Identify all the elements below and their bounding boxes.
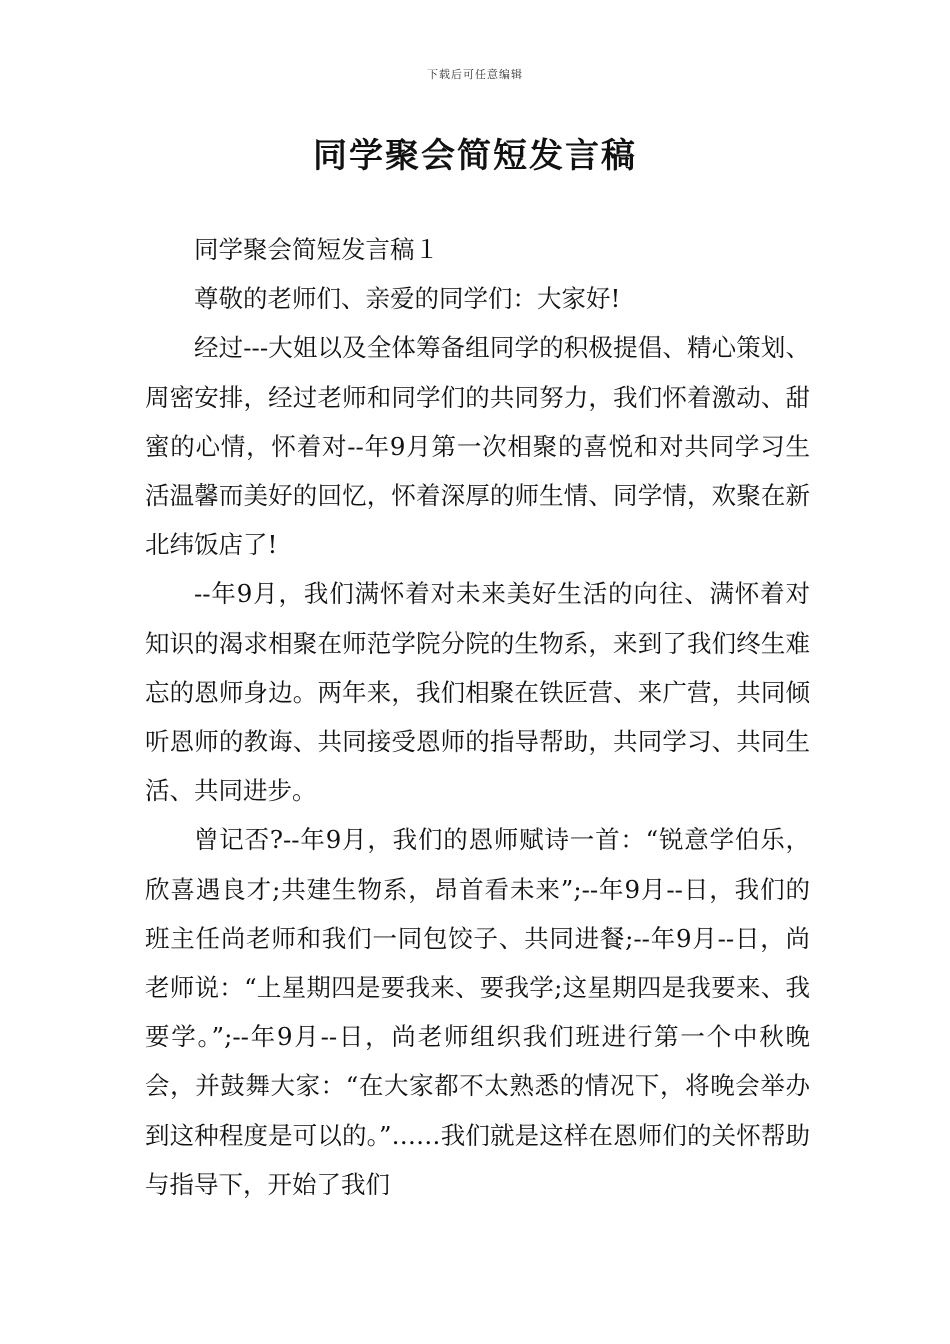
paragraph-greeting: 尊敬的老师们、亲爱的同学们：大家好!	[194, 284, 621, 314]
document-subtitle: 同学聚会简短发言稿１	[194, 235, 439, 264]
paragraph-recollection: 曾记否?--年9月，我们的恩师赋诗一首：“锐意学伯乐，欣喜遇良才;共建生物系，昂首看未来”;--年9月--日，我们的班主任尚老师和我们一同包饺子、共同进餐;--年9月--日，尚老师说：“上星期四是要我来、要我学;这星期四是我要来、我要学。”;--年9月--日，尚老师组织我们班进行第一个中秋晚会，并鼓舞大家：“在大家都不太熟悉的情况下，将晚会举办到这种程度是可以的。”……我们就是这样在恩师们的关怀帮助与指导下，开始了我们	[145, 825, 810, 1199]
document-body	[145, 225, 810, 1209]
paragraph-memories: --年9月，我们满怀着对未来美好生活的向往、满怀着对知识的渴求相聚在师范学院分院的生物系，来到了我们终生难忘的恩师身边。两年来，我们相聚在铁匠营、来广营，共同倾听恩师的教诲、共同接受恩师的指导帮助，共同学习、共同生活、共同进步。	[145, 579, 810, 806]
paragraph-gathering: 经过---大姐以及全体筹备组同学的积极提倡、精心策划、周密安排，经过老师和同学们的共同努力，我们怀着激动、甜蜜的心情，怀着对--年9月第一次相聚的喜悦和对共同学习生活温馨而美好的回忆，怀着深厚的师生情、同学情，欢聚在新北纬饭店了!	[145, 333, 810, 560]
document-title: 同学聚会简短发言稿	[313, 136, 637, 176]
header-note: 下载后可任意编辑	[427, 68, 523, 81]
